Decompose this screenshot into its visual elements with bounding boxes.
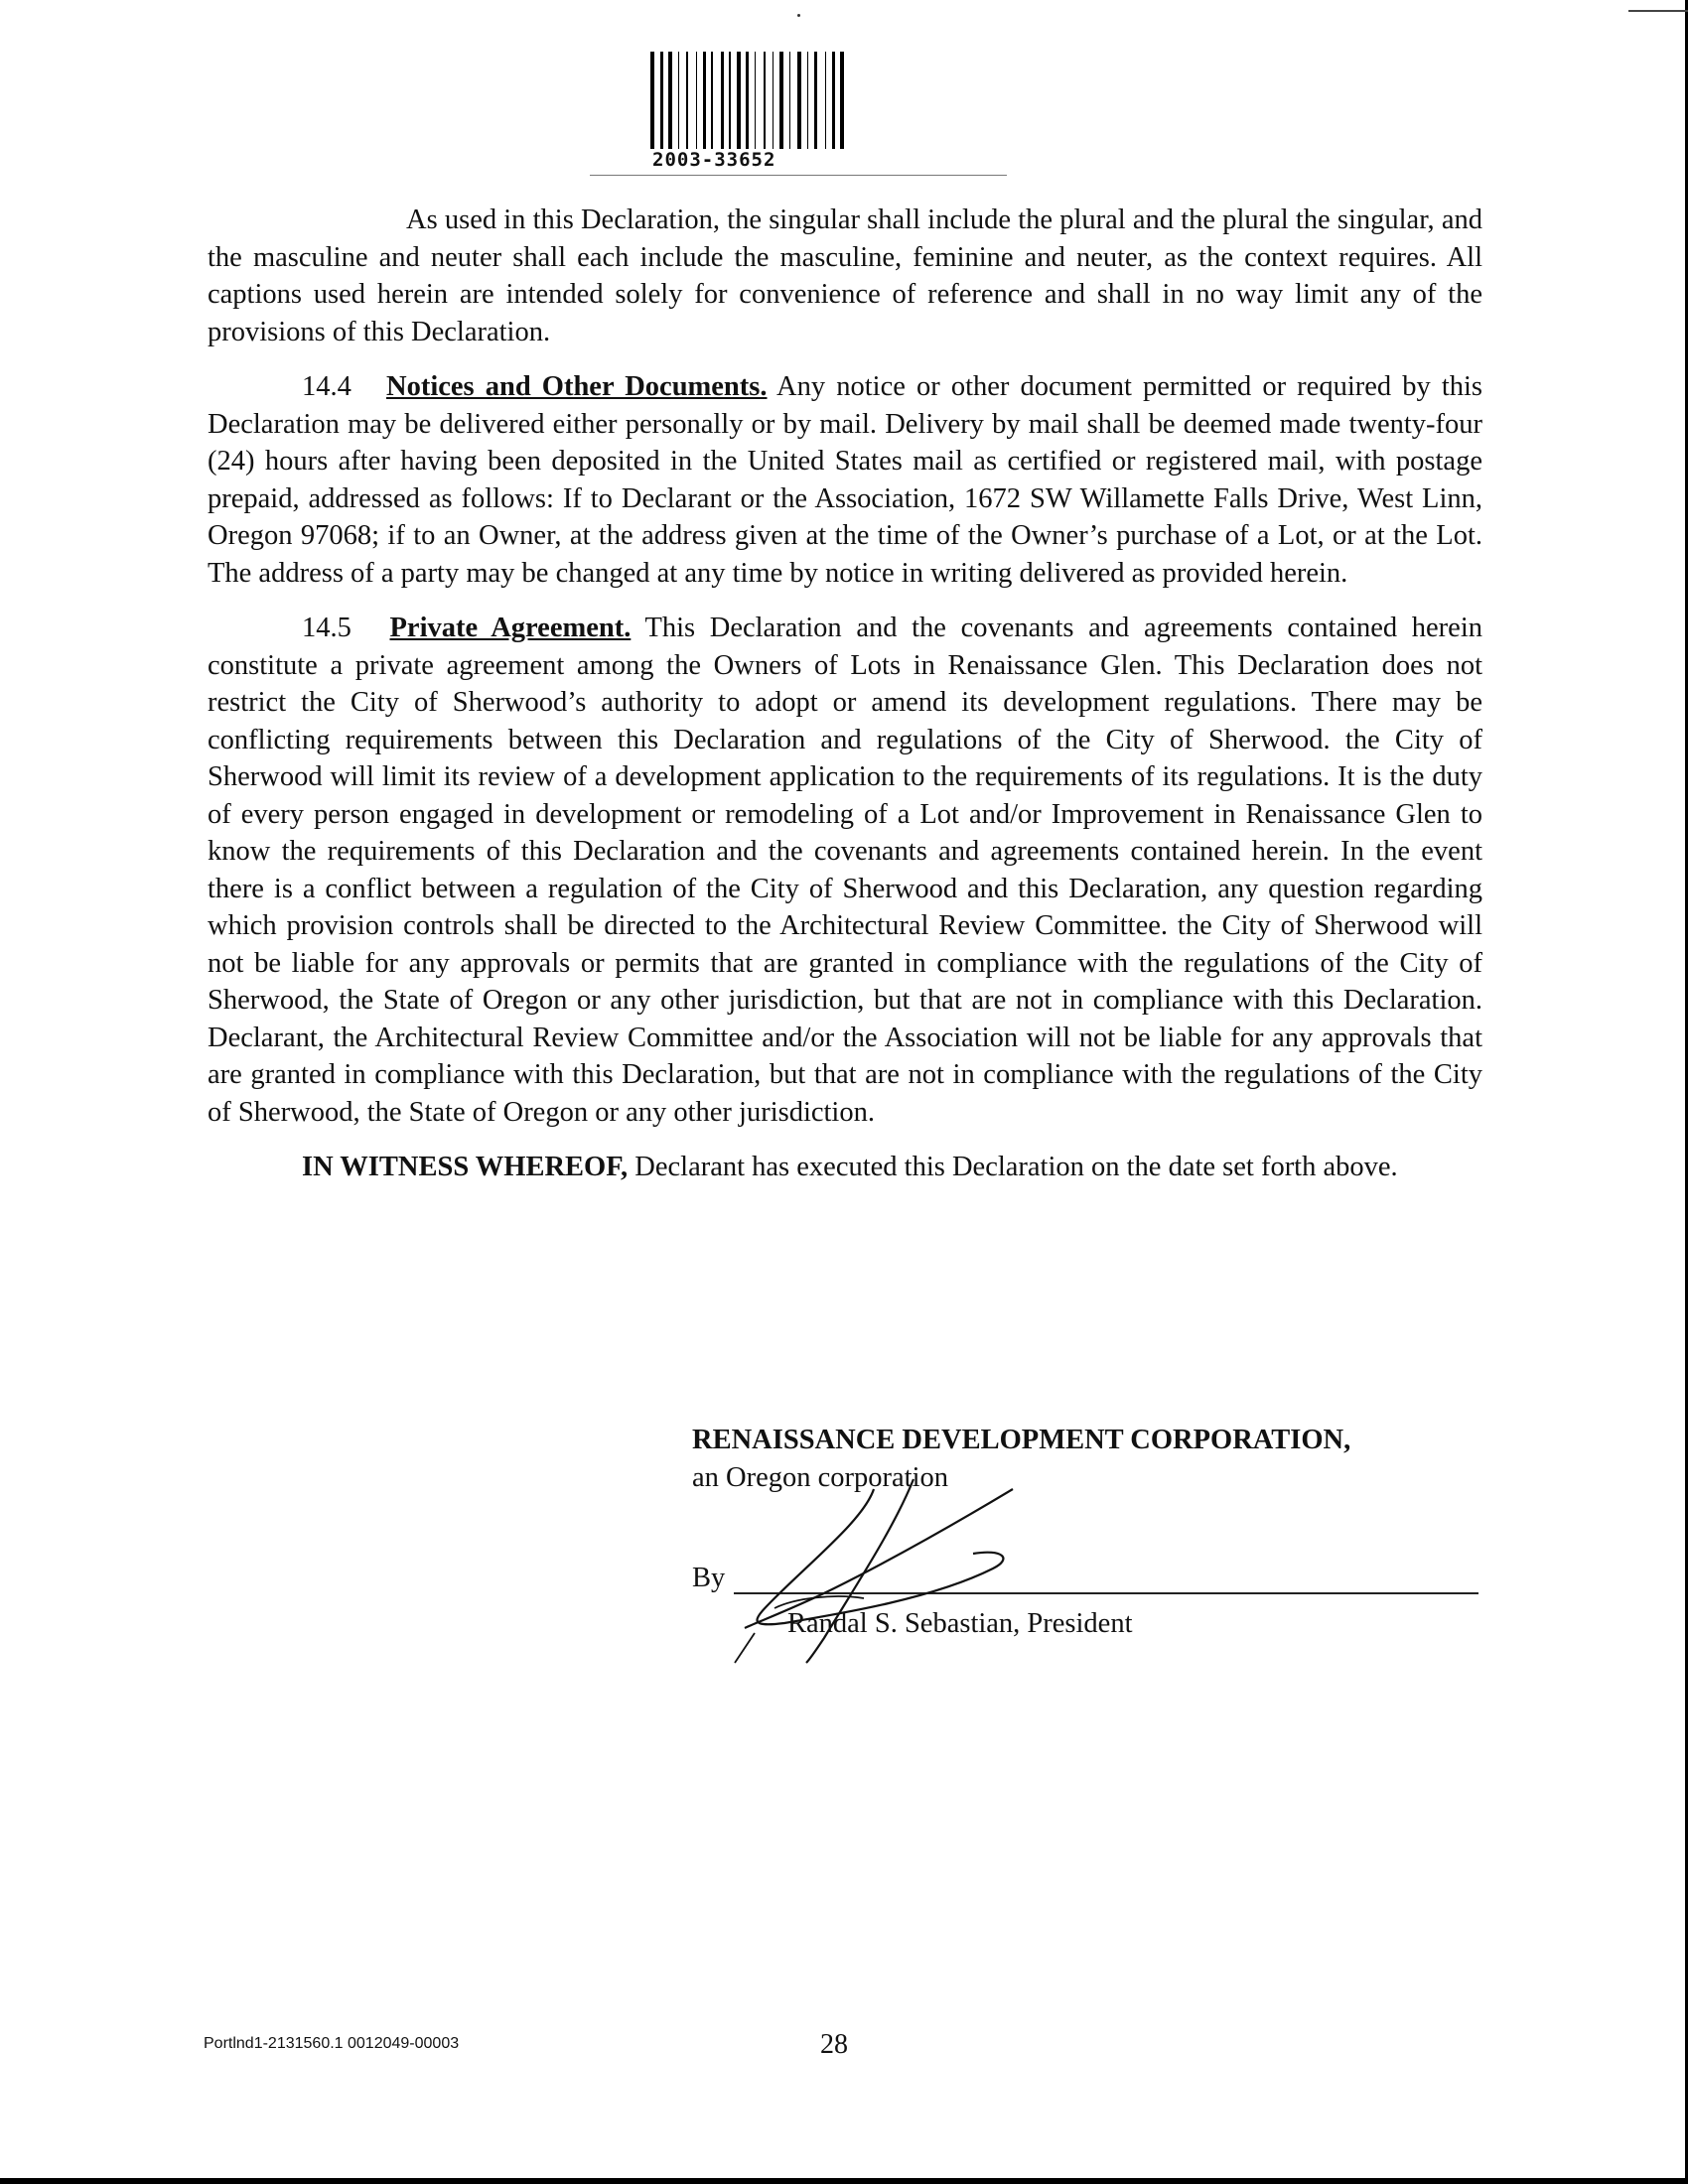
- barcode-bar: [686, 52, 688, 149]
- section-text: This Declaration and the covenants and agreements contained herein constitute a private agreement among the Owners of Lots in Renaissance Glen. This Declaration does not restrict the City of Sherwood’s authority to adopt or amend its development regulations. There may be conflicting requirements between this Declaration and regulations of the City of Sherwood. the City of Sherwood will limit its review of a development application to the requirements of its regulations. It is the duty of every person engaged in development or remodeling of a Lot and/or Improvement in Renaissance Glen to know the requirements of this Declaration and the covenants and agreements contained herein. In the event there is a conflict between a regulation of the City of Sherwood and this Declaration, any question regarding which provision controls shall be directed to the Architectural Review Committee. the City of Sherwood will not be liable for any approvals or permits that are granted in compliance with the regulations of the City of Sherwood, the State of Oregon or any other jurisdiction, but that are not in compliance with this Declaration. Declarant, the Architectural Review Committee and/or the Association will not be liable for any approvals that are granted in compliance with this Declaration, but that are not in compliance with the regulations of the City of Sherwood, the State of Oregon or any other jurisdiction.: [208, 613, 1482, 1128]
- witness-text: Declarant has executed this Declaration on the date set forth above.: [634, 1152, 1398, 1182]
- barcode-bar: [832, 52, 835, 149]
- section-number: 14.4: [302, 371, 352, 402]
- barcode-bar: [789, 52, 790, 149]
- barcode-bar: [746, 52, 749, 149]
- barcode-bar: [650, 52, 654, 149]
- barcode-bar: [721, 52, 724, 149]
- corporation-descriptor: an Oregon corporation: [692, 1461, 948, 1493]
- barcode-bar: [678, 52, 679, 149]
- section-heading: Private Agreement.: [389, 613, 632, 643]
- witness-clause: [208, 1149, 1482, 1186]
- witness-lead: IN WITNESS WHEREOF,: [302, 1152, 629, 1182]
- barcode-underline: [590, 175, 1007, 176]
- barcode-bar: [807, 52, 808, 149]
- by-label: By: [692, 1563, 726, 1593]
- barcode-bar: [764, 52, 766, 149]
- barcode-bar: [660, 52, 663, 149]
- page-number: 28: [820, 2029, 848, 2060]
- section-number: 14.5: [302, 613, 352, 643]
- barcode-bar: [840, 52, 844, 149]
- section-14-5: [208, 610, 1482, 1131]
- barcode-bar: [729, 52, 731, 149]
- barcode: [650, 52, 948, 149]
- document-reference: Portlnd1-2131560.1 0012049-00003: [204, 2035, 460, 2052]
- barcode-bar: [814, 52, 817, 149]
- barcode-bar: [711, 52, 713, 149]
- section-text: Any notice or other document permitted or required by this Declaration may be delivered either personally or by mail. Delivery by mail shall be deemed made twenty-four (24) hours after having been deposited in the United States mail as certified or registered mail, with postage prepaid, addressed as follows: If to Declarant or the Association, 1672 SW Willamette Falls Drive, West Linn, Oregon 97068; if to an Owner, at the address given at the time of the Owner’s purchase of a Lot, or at the Lot. The address of a party may be changed at any time by notice in writing delivered as provided herein.: [208, 371, 1483, 589]
- document-body: [208, 202, 1482, 1204]
- scan-speck: [797, 14, 800, 17]
- recording-number: 2003-33652: [652, 149, 776, 171]
- handwritten-signature: [715, 1449, 1033, 1668]
- paragraph-construction: As used in this Declaration, the singular shall include the plural and the plural the singular, and the masculine and neuter shall each include the masculine, feminine and neuter, as the context requires. All captions used herein are intended solely for convenience of reference and shall in no way limit any of the provisions of this Declaration.: [208, 205, 1482, 347]
- barcode-bar: [779, 52, 783, 149]
- barcode-bar: [755, 52, 756, 149]
- scan-edge-bottom: [0, 2178, 1688, 2184]
- signer-name: Randal S. Sebastian, President: [787, 1608, 1133, 1639]
- section-14-4: [208, 368, 1482, 592]
- barcode-bar: [773, 52, 774, 149]
- barcode-bar: [825, 52, 826, 149]
- barcode-bar: [696, 52, 697, 149]
- barcode-bar: [737, 52, 741, 149]
- barcode-bar: [703, 52, 706, 149]
- barcode-bar: [797, 52, 801, 149]
- corporation-name: RENAISSANCE DEVELOPMENT CORPORATION,: [692, 1425, 1351, 1455]
- scan-mark: [1628, 10, 1688, 12]
- section-heading: Notices and Other Documents.: [386, 371, 768, 402]
- barcode-bar: [668, 52, 672, 149]
